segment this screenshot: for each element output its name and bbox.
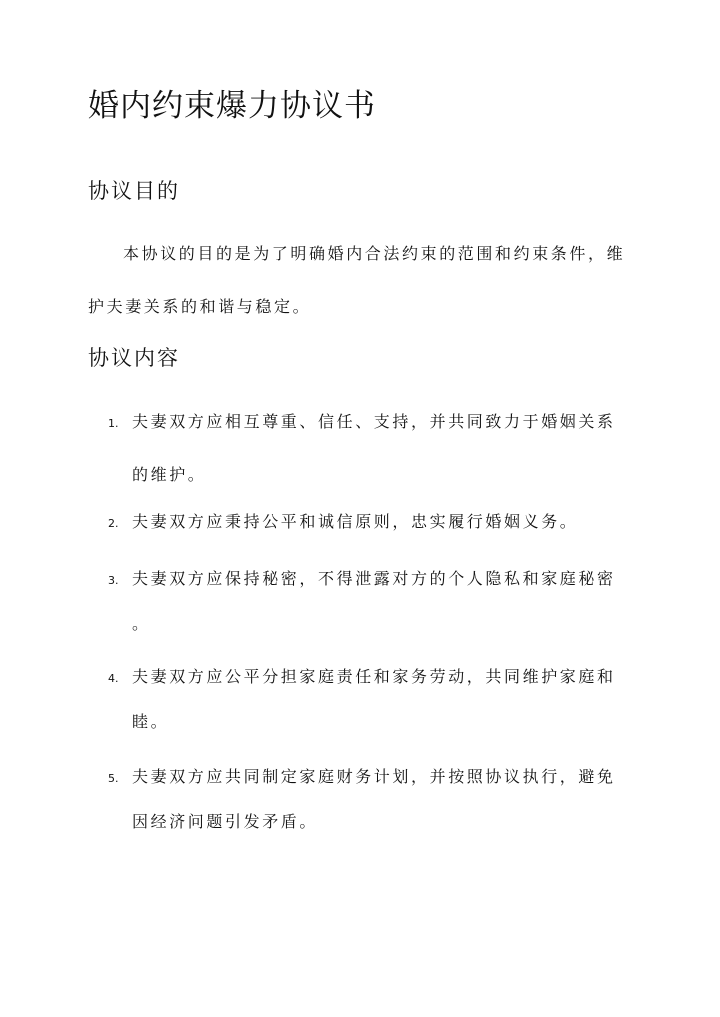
- document-title: 婚内约束爆力协议书: [88, 88, 376, 124]
- list-item-line: 夫妻双方应共同制定家庭财务计划，并按照协议执行，避免: [132, 767, 616, 786]
- list-item-line: 夫妻双方应秉持公平和诚信原则，忠实履行婚姻义务。: [132, 512, 579, 531]
- list-item-line: 夫妻双方应保持秘密，不得泄露对方的个人隐私和家庭秘密: [132, 569, 616, 588]
- list-item-number: 1.: [108, 417, 119, 430]
- list-item-line: 夫妻双方应相互尊重、信任、支持，并共同致力于婚姻关系: [132, 412, 616, 431]
- section-heading-purpose: 协议目的: [88, 179, 180, 203]
- paragraph-line: 本协议的目的是为了明确婚内合法约束的范围和约束条件，维: [123, 244, 626, 263]
- list-item-line: 的维护。: [132, 465, 207, 484]
- section-heading-content: 协议内容: [88, 346, 180, 370]
- list-item-line: 睦。: [132, 712, 170, 731]
- list-item-number: 2.: [108, 517, 119, 530]
- paragraph-line: 护夫妻关系的和谐与稳定。: [88, 297, 312, 316]
- list-item-number: 5.: [108, 772, 119, 785]
- list-item-number: 4.: [108, 672, 119, 685]
- list-item-line: 夫妻双方应公平分担家庭责任和家务劳动，共同维护家庭和: [132, 667, 616, 686]
- list-item-line: 。: [132, 614, 151, 633]
- purpose-paragraph: [88, 246, 636, 352]
- list-item-line: 因经济问题引发矛盾。: [132, 812, 319, 831]
- list-item-number: 3.: [108, 574, 119, 587]
